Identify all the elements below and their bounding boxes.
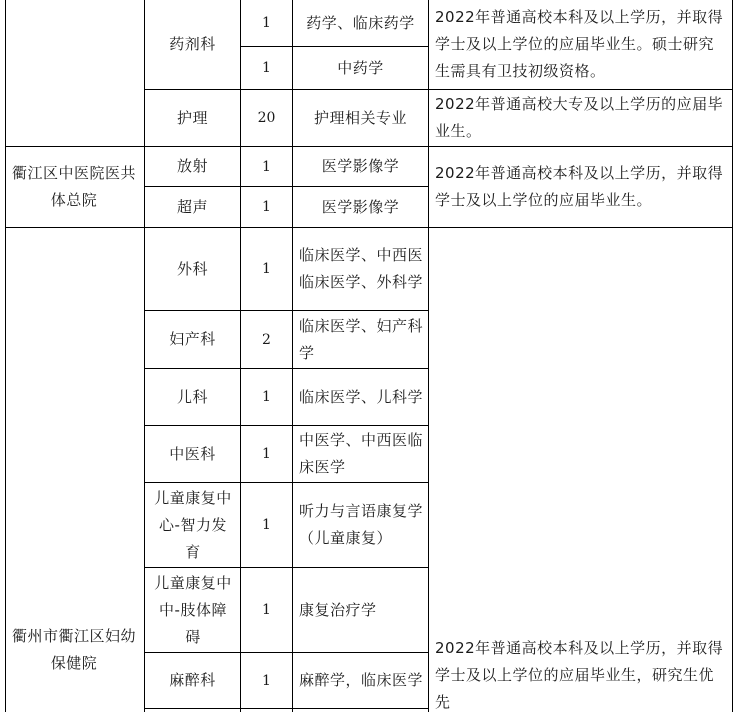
- grid-line: [428, 0, 429, 712]
- count-cell: 1: [262, 158, 271, 175]
- dept-cell: 放射: [176, 157, 208, 175]
- major-cell: 临床医学、儿科学: [299, 387, 424, 406]
- unit-cell: 衢州市衢江区妇幼保健院: [12, 627, 137, 672]
- count-cell: 2: [262, 331, 271, 348]
- dept-cell: 外科: [176, 259, 208, 278]
- count-cell: 1: [262, 389, 271, 405]
- grid-line: [144, 708, 428, 709]
- count-cell: 1: [262, 517, 271, 533]
- grid-line: [732, 0, 733, 712]
- count-cell: 1: [262, 60, 271, 76]
- dept-cell: 儿童康复中中-肢体障碍: [154, 573, 232, 646]
- dept-cell: 超声: [176, 197, 208, 216]
- count-cell: 1: [262, 602, 271, 618]
- major-cell: 临床医学、中西医临床医学、外科学: [299, 246, 424, 291]
- major-cell: 医学影像学: [321, 197, 400, 216]
- major-cell: 临床医学、妇产科学: [299, 316, 424, 362]
- dept-cell: 儿科: [176, 387, 208, 406]
- count-cell: 1: [262, 15, 271, 31]
- dept-cell: 护理: [176, 108, 208, 127]
- major-cell: 中药学: [337, 58, 384, 77]
- unit-cell: 衢江区中医院医共体总院: [12, 164, 137, 209]
- major-cell: 康复治疗学: [299, 600, 377, 619]
- count-cell: 20: [257, 110, 276, 126]
- dept-cell: 儿童康复中心-智力发育: [154, 488, 232, 561]
- major-cell: 药学、临床药学: [306, 13, 415, 32]
- count-cell: 1: [262, 672, 271, 689]
- requirement-cell: 2022年普通高校大专及以上学历的应届毕业生。: [435, 95, 724, 140]
- count-cell: 1: [262, 261, 271, 277]
- major-cell: 医学影像学: [321, 157, 400, 175]
- count-cell: 1: [262, 199, 271, 215]
- dept-cell: 中医科: [169, 444, 216, 463]
- dept-cell: 妇产科: [169, 330, 216, 348]
- count-cell: 1: [262, 446, 271, 462]
- requirement-cell: 2022年普通高校本科及以上学历，并取得学士及以上学位的应届毕业生，研究生优先: [435, 638, 724, 711]
- major-cell: 听力与言语康复学（儿童康复）: [299, 502, 424, 547]
- grid-line: [5, 0, 6, 712]
- requirement-cell: 2022年普通高校本科及以上学历，并取得学士及以上学位的应届毕业生。: [435, 164, 724, 209]
- major-cell: 中医学、中西医临床医学: [299, 431, 424, 476]
- major-cell: 麻醉学，临床医学: [299, 671, 424, 689]
- dept-cell: 麻醉科: [169, 671, 216, 689]
- dept-cell: 药剂科: [169, 35, 216, 53]
- requirement-cell: 2022年普通高校本科及以上学历，并取得学士及以上学位的应届毕业生。硕士研究生需具有卫技初级资格。: [435, 8, 724, 80]
- major-cell: 护理相关专业: [313, 108, 407, 127]
